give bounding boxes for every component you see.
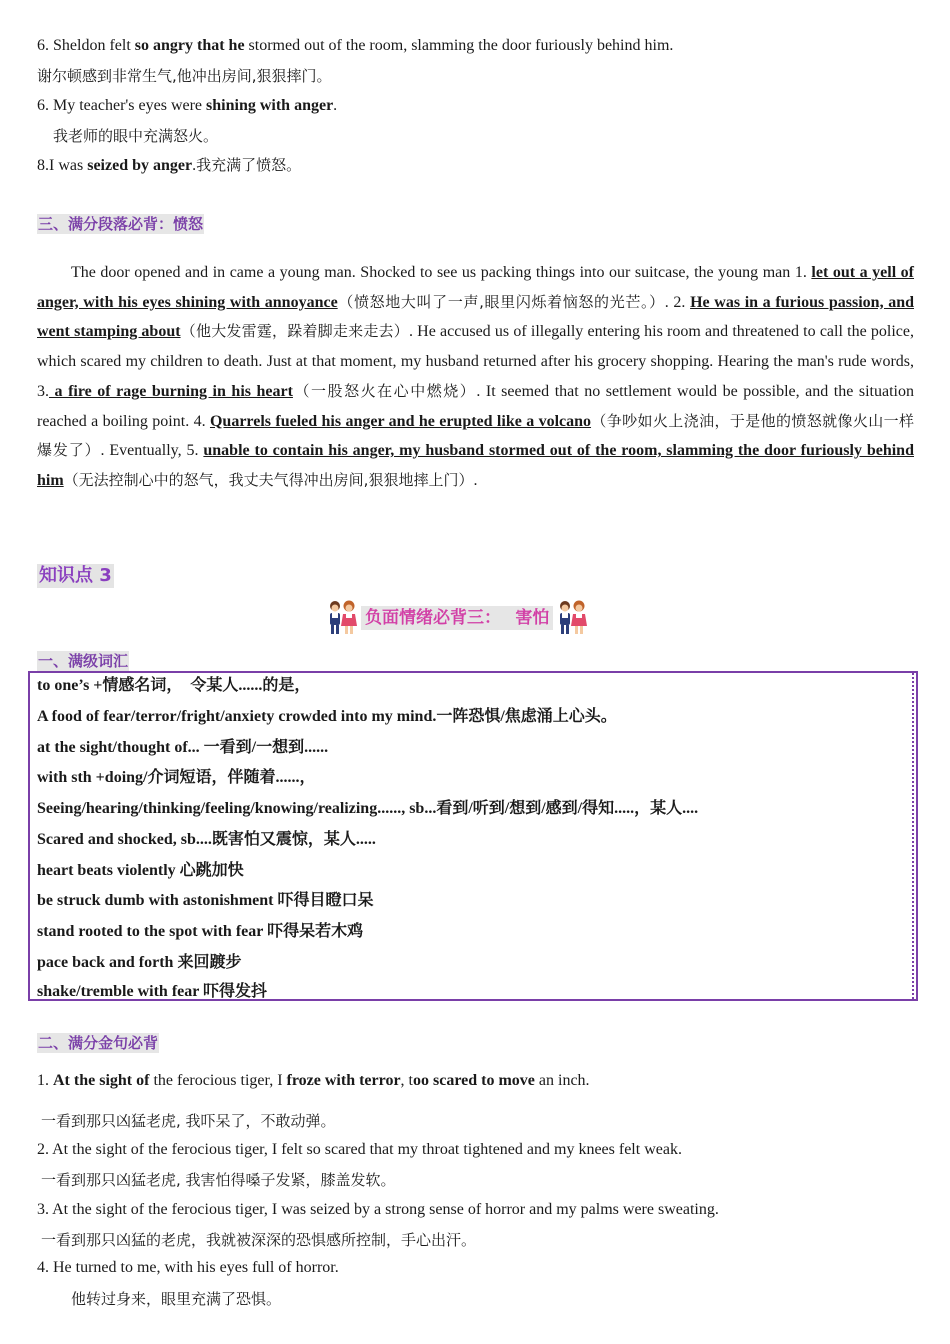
model-paragraph: The door opened and in came a young man. Shocked to see us packing things into our suitcase, the young man 1. let out a yell of anger, with his eyes shining with annoyance（愤怒地大叫了一声,眼里闪烁着恼怒的光芒。）. 2. He was in a furious passion, and went stamping about（他大发雷霆，跺着脚走来走去）. He accused us of illegally entering his room and threatened to call the police, which scared my children to death. Just at that moment, my husband returned after his grocery shopping. Hearing the man's rude words, 3. a fire of rage burning in his heart（一股怒火在心中燃烧）. It seemed that no settlement would be possible, and the situation reached a boiling point. 4. Quarrels fueled his anger and he erupted like a volcano（争吵如火上浇油，于是他的愤怒就像火山一样爆发了）. Eventually, 5. unable to contain his anger, my husband stormed out of the room, slamming the door furiously behind him（无法控制心中的怒气，我丈夫气得冲出房间,狠狠地摔上门）.	[37, 264, 915, 489]
banner-title: 负面情绪必背三： 害怕	[361, 606, 553, 630]
vocab-item: at the sight/thought of... 一看到/一想到......	[37, 739, 329, 756]
section-heading-paragraph: 三、满分段落必背：愤怒	[38, 215, 204, 233]
sentence-6b: 6. My teacher's eyes were shining with anger.	[37, 97, 338, 114]
sentence-8: 8.I was seized by anger.我充满了愤怒。	[37, 156, 302, 174]
phrase-2: He was in a furious passion, and went stamping about	[37, 293, 915, 341]
golden-sentence-3: 3. At the sight of the ferocious tiger, I was seized by a strong sense of horror and my palms were sweating.	[37, 1201, 719, 1218]
sentence-6a: 6. Sheldon felt so angry that he stormed out of the room, slamming the door furiously behind him.	[37, 37, 674, 54]
golden-sentence-4-translation: 他转过身来，眼里充满了恐惧。	[71, 1290, 282, 1308]
vocab-item: A food of fear/terror/fright/anxiety crowded into my mind.一阵恐惧/焦虑涌上心头。	[37, 708, 617, 725]
sentence-6a-translation: 谢尔顿感到非常生气,他冲出房间,狠狠摔门。	[37, 67, 332, 85]
phrase-1: let out a yell of anger, with his eyes shining with annoyance	[37, 264, 915, 311]
golden-sentence-2-translation: 一看到那只凶猛老虎, 我害怕得嗓子发紧，膝盖发软。	[41, 1171, 396, 1189]
phrase-4: Quarrels fueled his anger and he erupted like a volcano	[209, 412, 592, 430]
golden-sentence-4: 4. He turned to me, with his eyes full of horror.	[37, 1259, 339, 1276]
vocab-item: be struck dumb with astonishment 吓得目瞪口呆	[37, 892, 374, 909]
vocab-item: stand rooted to the spot with fear 吓得呆若木鸡	[37, 923, 364, 940]
phrase-5: unable to contain his anger, my husband stormed out of the room, slamming the door furiously behind him	[37, 442, 914, 489]
vocab-item: with sth +doing/介词短语，伴随着......，	[37, 769, 316, 786]
vocab-item: shake/tremble with fear 吓得发抖	[37, 983, 268, 1000]
vocab-item: Scared and shocked, sb....既害怕又震惊，某人.....	[37, 831, 376, 848]
vocab-item: to one’s +情感名词， 令某人......的是，	[37, 677, 311, 694]
vocab-box	[28, 671, 918, 1001]
golden-sentence-1: 1. At the sight of the ferocious tiger, I froze with terror, too scared to move an inch.	[37, 1072, 590, 1089]
students-icon	[555, 598, 589, 638]
golden-sentence-3-translation: 一看到那只凶猛的老虎，我就被深深的恐惧感所控制，手心出汗。	[41, 1231, 477, 1249]
sentence-6b-translation: 我老师的眼中充满怒火。	[53, 127, 219, 145]
golden-sentence-1-translation: 一看到那只凶猛老虎, 我吓呆了，不敢动弹。	[41, 1112, 336, 1130]
knowledge-point-label: 知识点 3	[39, 565, 112, 586]
students-icon	[325, 598, 359, 638]
topic-banner	[325, 598, 589, 638]
section-heading-vocab: 一、满级词汇	[38, 652, 129, 670]
vocab-item: heart beats violently 心跳加快	[37, 862, 244, 879]
vocab-item: Seeing/hearing/thinking/feeling/knowing/realizing......, sb...看到/听到/想到/感到/得知.....，某人....	[37, 800, 699, 817]
section-heading-sentences: 二、满分金句必背	[38, 1034, 159, 1052]
vocab-item: pace back and forth 来回踱步	[37, 954, 242, 971]
golden-sentence-2: 2. At the sight of the ferocious tiger, I felt so scared that my throat tightened and my knees felt weak.	[37, 1141, 682, 1158]
phrase-3: a fire of rage burning in his heart	[49, 382, 293, 400]
